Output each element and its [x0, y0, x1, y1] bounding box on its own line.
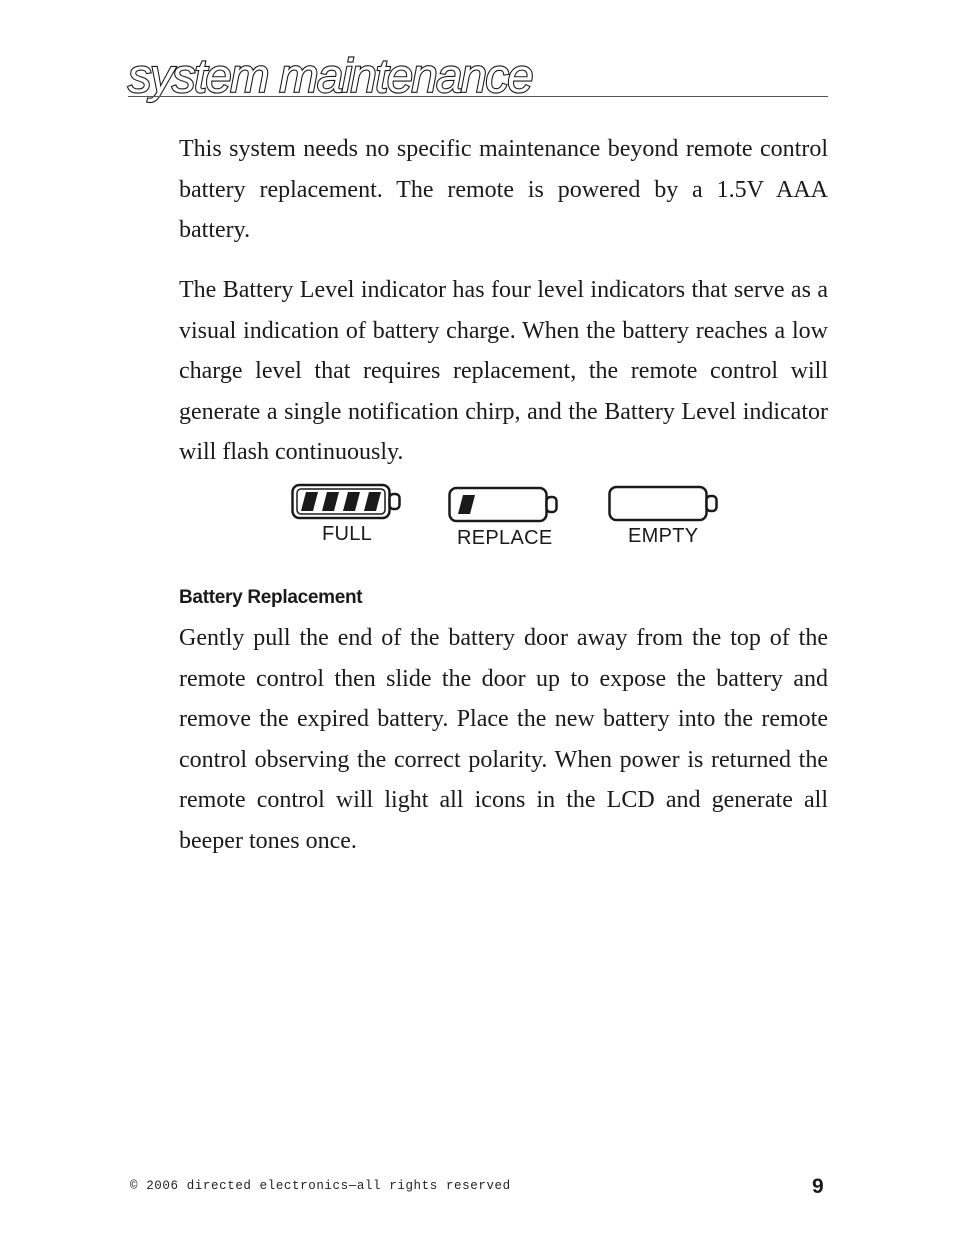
title-divider — [128, 96, 828, 97]
battery-label-empty: EMPTY — [628, 525, 699, 547]
battery-replace-icon — [448, 486, 560, 524]
page-title: system maintenance — [128, 49, 533, 102]
battery-full-icon — [291, 483, 403, 521]
page-number: 9 — [812, 1175, 824, 1198]
battery-indicator-replace — [448, 486, 560, 549]
battery-replacement-paragraph: Gently pull the end of the battery door away from the top of the remote control then slide the door up to expose the battery and remove the expired battery. Place the new battery into the remote control observing the correct polarity. When power is returned the remote control will light all icons in the LCD and generate all beeper tones once. — [179, 625, 828, 854]
battery-empty-icon — [608, 485, 720, 523]
battery-indicator-empty — [608, 485, 720, 547]
intro-paragraph-1: This system needs no specific maintenance beyond remote control battery replacement. The remote is powered by a 1.5V AAA battery. — [179, 136, 828, 243]
battery-label-full: FULL — [322, 523, 373, 545]
battery-replacement-heading: Battery Replacement — [179, 587, 363, 608]
intro-paragraph-2: The Battery Level indicator has four level indicators that serve as a visual indication of battery charge. When the battery reaches a low charge level that requires replacement, the remote control will generate a single notification chirp, and the Battery Level indicator will flash continuously. — [179, 277, 828, 465]
battery-indicator-full — [291, 483, 403, 545]
copyright-footer: © 2006 directed electronics—all rights reserved — [130, 1179, 511, 1193]
battery-label-replace: REPLACE — [457, 527, 553, 549]
